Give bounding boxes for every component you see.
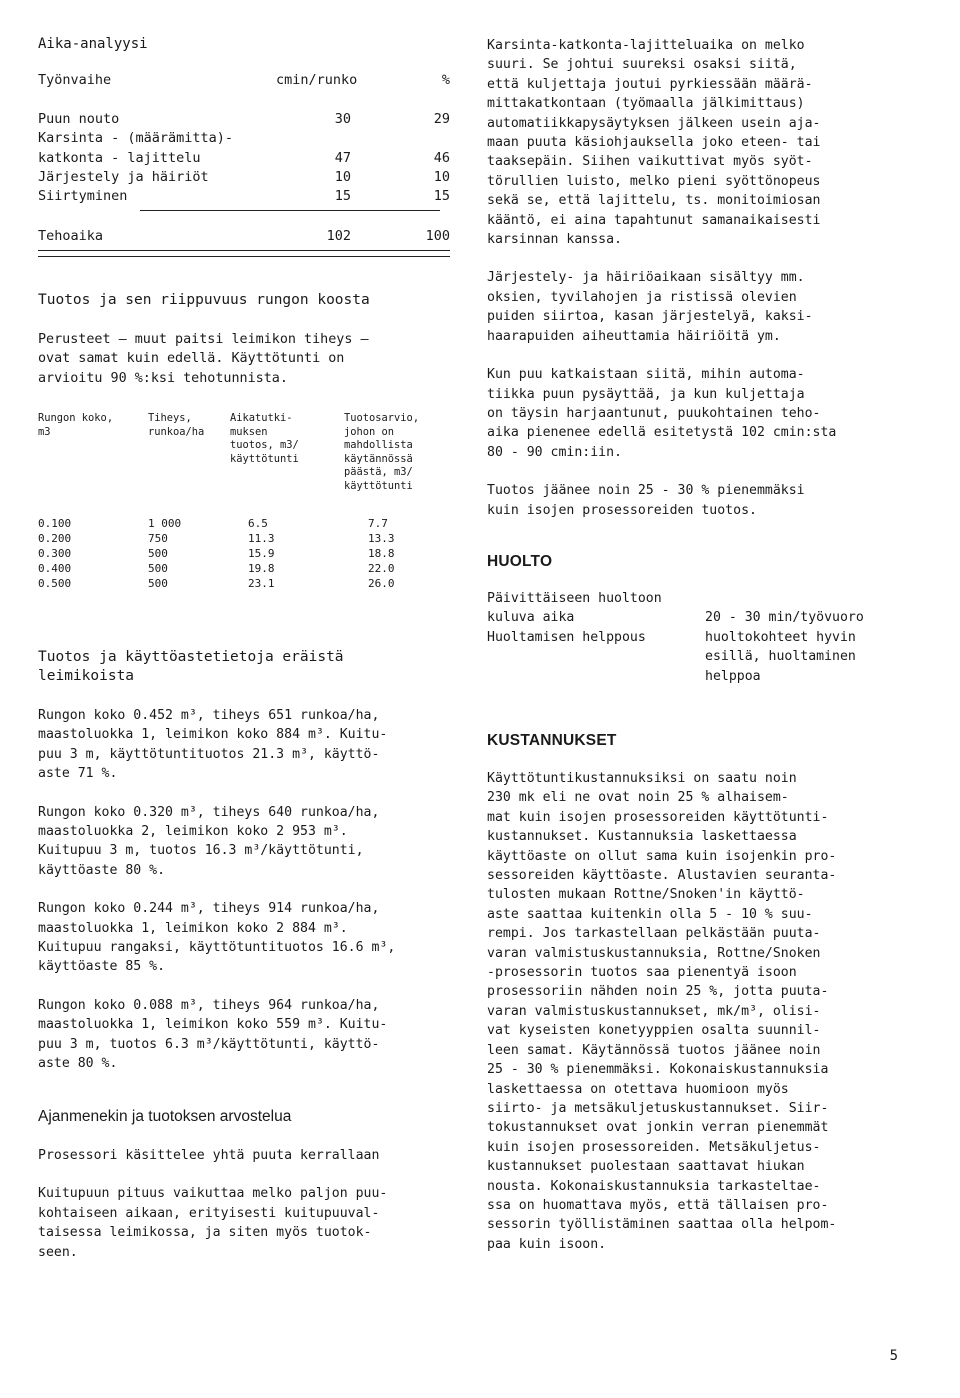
table-row bbox=[38, 532, 458, 547]
right-paragraph: Järjestely- ja häiriöaikaan sisältyy mm. oksien, tyvilahojen ja ristissä olevien puiden siirtoa, kasan järjestelyä, kaksi- haarapuiden aiheuttamia häiriöitä ym. bbox=[487, 270, 813, 344]
right-paragraph: Karsinta-katkonta-lajitteluaika on melko suuri. Se johtui suureksi osaksi siitä, että kuljettaja joutui pyrkiessään määrä- mittakatkontaan (työmaalla jälkimittaus) automatiikkapysäytyksen jälkeen usein aja- maan puuta käsiohjauksella joko eteen- tai taaksepäin. Siihen vaikuttivat myös syöt- törullien luisto, melko pieni syöttönopeus sekä se, että lajittelu, ts. monitoimiosan kääntö, ei aina tapahtunut samanaikaisesti karsinnan kanssa. bbox=[487, 38, 821, 248]
huolto-value: 20 - 30 min/työvuoro bbox=[705, 610, 864, 626]
usage-paragraph: Rungon koko 0.088 m³, tiheys 964 runkoa/ha, maastoluokka 1, leimikon koko 559 m³. Kuitu- puu 3 m, tuotos 6.3 m³/käyttötunti, käyttö- aste 80 %. bbox=[38, 997, 388, 1072]
col-header-size: Rungon koko, m3 bbox=[38, 412, 114, 438]
total-double-rule bbox=[38, 250, 450, 257]
kustannukset-title: KUSTANNUKSET bbox=[487, 732, 617, 749]
header-unit: cmin/runko bbox=[276, 72, 358, 88]
evaluation-paragraph: Kuitupuun pituus vaikuttaa melko paljon puu- kohtaiseen aikaan, erityisesti kuitupuuval- taisessa leimikossa, ja siten myös tuotok- seen. bbox=[38, 1186, 388, 1260]
huolto-label: Päivittäiseen huoltoon bbox=[487, 591, 662, 606]
table-row bbox=[38, 547, 458, 562]
header-phase: Työnvaihe bbox=[38, 72, 112, 88]
huolto-row bbox=[487, 669, 907, 688]
subtotal-rule bbox=[140, 210, 440, 211]
huolto-table bbox=[487, 591, 907, 688]
huolto-row bbox=[487, 630, 907, 649]
time-row-pct: 15 bbox=[433, 188, 450, 205]
table-row bbox=[38, 577, 458, 592]
usage-paragraph: Rungon koko 0.320 m³, tiheys 640 runkoa/ha, maastoluokka 2, leimikon koko 2 953 m³. Kuitupuu 3 m, tuotos 16.3 m³/käyttötunti, käyttöaste 80 %. bbox=[38, 804, 380, 878]
cell-estimate: 13.3 bbox=[368, 532, 395, 545]
total-pct: 100 bbox=[425, 227, 450, 244]
cell-size: 0.500 bbox=[38, 577, 72, 590]
col-header-estimate: Tuotosarvio, johon on mahdollista käytännössä päästä, m3/ käyttötunti bbox=[344, 412, 420, 492]
huolto-value: helppoa bbox=[705, 668, 761, 684]
evaluation-section-title: Ajanmenekin ja tuotoksen arvostelua bbox=[38, 1108, 292, 1125]
right-paragraph: Tuotos jäänee noin 25 - 30 % pienemmäksi kuin isojen prosessoreiden tuotos. bbox=[487, 483, 805, 518]
cell-size: 0.200 bbox=[38, 532, 72, 545]
time-row bbox=[38, 150, 450, 169]
time-row-cmin: 47 bbox=[334, 149, 351, 166]
time-row bbox=[38, 111, 450, 130]
cell-estimate: 26.0 bbox=[368, 577, 395, 590]
huolto-row bbox=[487, 591, 907, 610]
right-paragraph: Kun puu katkaistaan siitä, mihin automa- tiikka puun pysäyttää, ja kun kuljettaja on täysin harjaantunut, puukohtainen teho- aika pienenee edellä esitetystä 102 cmin:sta 80 - 90 cmin:iin. bbox=[487, 367, 837, 460]
cell-estimate: 22.0 bbox=[368, 562, 395, 575]
huolto-row bbox=[487, 610, 907, 629]
cell-density: 500 bbox=[148, 577, 168, 590]
usage-section-title: Tuotos ja käyttöastetietoja eräistä leimikoista bbox=[38, 649, 344, 684]
huolto-label: Huoltamisen helppous bbox=[487, 629, 646, 645]
time-row-phase: Puun nouto bbox=[38, 110, 120, 127]
total-cmin: 102 bbox=[326, 227, 351, 244]
evaluation-paragraph: Prosessori käsittelee yhtä puuta kerrallaan bbox=[38, 1148, 380, 1163]
table-row bbox=[38, 517, 458, 532]
cell-size: 0.100 bbox=[38, 517, 72, 530]
header-pct: % bbox=[441, 72, 450, 88]
time-row bbox=[38, 130, 450, 149]
huolto-value: huoltokohteet hyvin bbox=[705, 629, 856, 645]
huolto-value: esillä, huoltaminen bbox=[705, 649, 856, 665]
cell-study: 11.3 bbox=[248, 532, 275, 545]
cell-study: 6.5 bbox=[248, 517, 268, 530]
col-header-study-output: Aikatutki- muksen tuotos, m3/ käyttötunti bbox=[230, 412, 299, 465]
time-row-cmin: 30 bbox=[334, 110, 351, 127]
col-header-density: Tiheys, runkoa/ha bbox=[148, 412, 205, 438]
cell-density: 500 bbox=[148, 547, 168, 560]
cell-study: 23.1 bbox=[248, 577, 275, 590]
huolto-row bbox=[487, 649, 907, 668]
table-row bbox=[38, 562, 458, 577]
time-row-phase: Järjestely ja häiriöt bbox=[38, 168, 209, 185]
time-row-pct: 46 bbox=[433, 149, 450, 166]
total-phase: Tehoaika bbox=[38, 227, 104, 244]
output-intro: Perusteet — muut paitsi leimikon tiheys — ovat samat kuin edellä. Käyttötunti on arvioitu 90 %:ksi tehotunnista. bbox=[38, 332, 369, 386]
time-row-phase: Siirtyminen bbox=[38, 188, 128, 205]
cell-estimate: 18.8 bbox=[368, 547, 395, 560]
usage-paragraph: Rungon koko 0.244 m³, tiheys 914 runkoa/ha, maastoluokka 1, leimikon koko 2 884 m³. Kuitupuu rangaksi, käyttötuntituotos 16.6 m³, käyttöaste 85 %. bbox=[38, 901, 396, 975]
huolto-title: HUOLTO bbox=[487, 553, 553, 570]
cell-density: 500 bbox=[148, 562, 168, 575]
time-row-cmin: 15 bbox=[334, 188, 351, 205]
cell-study: 15.9 bbox=[248, 547, 275, 560]
time-analysis-title: Aika-analyysi bbox=[38, 36, 148, 52]
cell-density: 750 bbox=[148, 532, 168, 545]
usage-paragraph: Rungon koko 0.452 m³, tiheys 651 runkoa/ha, maastoluokka 1, leimikon koko 884 m³. Kuitu- puu 3 m, käyttötuntituotos 21.3 m³, käyttö- aste 71 %. bbox=[38, 708, 388, 782]
time-row bbox=[38, 188, 450, 207]
kustannukset-paragraph: Käyttötuntikustannuksiksi on saatu noin 230 mk eli ne ovat noin 25 % alhaisem- mat kuin isojen prosessoreiden käyttötunti- kustannukset. Kustannuksia laskettaessa käyttöaste on ollut sama kuin isojenkin pro- sessoreiden käyttöaste. Alustavien seuranta- tulosten mukaan Rottne/Snoken'in käyttö- aste saattaa kuitenkin olla 5 - 10 % suu- rempi. Jos tarkastellaan pelkästään puuta- varan valmistuskustannuksia, Rottne/Snoken -prosessorin tuotos saa pienentyä isoon prosessoriin nähden noin 25 %, jotta puuta- varan valmistuskustannukset, mk/m³, olisi- vat kyseisten konetyyppien osalta suunnil- leen samat. Käytännössä tuotos jäänee noin 25 - 30 % pienemmäksi. Kokonaiskustannuksia laskettaessa on otettava huomioon myös siirto- ja metsäkuljetuskustannukset. Siir- tokustannukset ovat jonkin verran pienemmät kuin isojen prosessoreiden. Metsäkuljetus- kustannukset puolestaan saattavat hiukan nousta. Kokonaiskustannuksia tarkasteltae- ssa on huomattava myös, että tällaisen pro- sessorin työllistäminen saattaa olla helpom- paa kuin isoon. bbox=[487, 771, 837, 1252]
time-row-cmin: 10 bbox=[334, 168, 351, 185]
cell-study: 19.8 bbox=[248, 562, 275, 575]
cell-size: 0.400 bbox=[38, 562, 72, 575]
time-row bbox=[38, 169, 450, 188]
time-analysis-table bbox=[38, 72, 450, 247]
time-row-phase: Karsinta - (määrämitta)- bbox=[38, 130, 234, 147]
time-table-header bbox=[38, 72, 450, 91]
time-row-phase: katkonta - lajittelu bbox=[38, 149, 201, 166]
cell-estimate: 7.7 bbox=[368, 517, 388, 530]
cell-density: 1 000 bbox=[148, 517, 182, 530]
cell-size: 0.300 bbox=[38, 547, 72, 560]
page-number: 5 bbox=[889, 1348, 898, 1364]
time-row-pct: 29 bbox=[433, 110, 450, 127]
time-total-row bbox=[38, 228, 450, 247]
huolto-label: kuluva aika bbox=[487, 610, 575, 626]
time-row-pct: 10 bbox=[433, 168, 450, 185]
output-section-title: Tuotos ja sen riippuvuus rungon koosta bbox=[38, 292, 370, 308]
